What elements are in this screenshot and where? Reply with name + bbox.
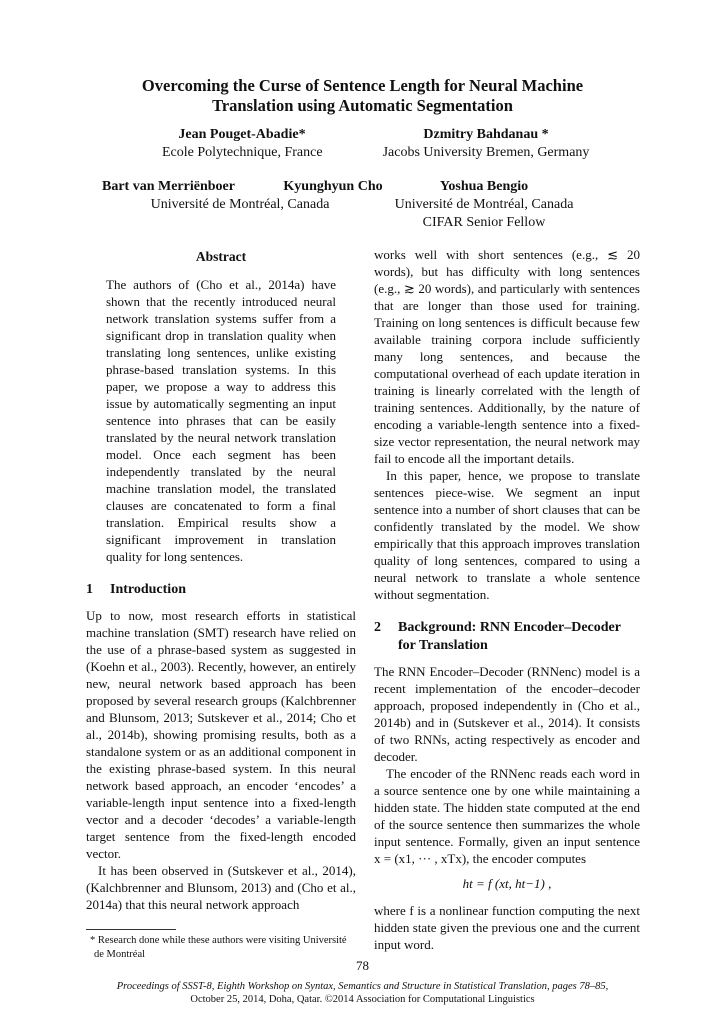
paragraph: The encoder of the RNNenc reads each word in a source sentence one by one while maintaining a hidden state. The hidden state computed at the end of the source sentence then summarizes the whole input sentence. Formally, given an input sentence x = (x1, ··· , xTx), the encoder computes [374,766,640,866]
left-column [86,246,356,962]
abstract-text: The authors of (Cho et al., 2014a) have shown that the recently introduced neural network translation systems suffer from a significant drop in translation quality when translating long sentences, unlike existing phrase-based translation systems. In this paper, we propose a way to address this issue by automatically segmenting an input sentence into phrases that can be easily translated by the neural network translation model. Once each segment has been independently translated by the neural machine translation model, the translated clauses are concatenated to form a final translation. Empirical results show a significant improvement in translation quality for long sentences. [106,277,336,564]
section-title: Introduction [110,582,186,597]
author-block [384,178,584,232]
section-heading [374,619,640,655]
author-name: Kyunghyun Cho [283,179,383,194]
section-heading [86,581,356,599]
footer-line-2: October 25, 2014, Doha, Qatar. ©2014 Association for Computational Linguistics [190,994,535,1005]
paragraph: Up to now, most research efforts in statistical machine translation (SMT) research have relied on the use of a phrase-based system as suggested in (Koehn et al., 2003). Recently, however, an entirely new, neural network based approach has been proposed by several research groups (Kalchbrenner and Blunsom, 2013; Sutskever et al., 2014; Cho et al., 2014b), showing promising results, both as a standalone system or as an additional component in the existing phrase-based system. In this neural network based approach, an encoder ‘encodes’ a variable-length input sentence into a fixed-length vector and a decoder ‘decodes’ a variable-length target sentence from the fixed-length encoded vector. [86,608,356,861]
equation: ht = f (xt, ht−1) , [462,876,552,891]
author-name: Jean Pouget-Abadie* [178,127,306,142]
section-title [398,619,621,655]
abstract-heading: Abstract [195,249,247,264]
paper-title-line-2: Translation using Automatic Segmentation [212,96,513,115]
author-affiliation: Ecole Polytechnique, France [162,145,323,160]
author-affiliation: Université de Montréal, Canada [394,197,574,212]
footer-line-1: Proceedings of SSST-8, Eighth Workshop on Syntax, Semantics and Structure in Statistical Translation, pages 78–85, [116,981,609,992]
author-name: Dzmitry Bahdanau * [423,127,549,142]
paragraph: It has been observed in (Sutskever et al., 2014), (Kalchbrenner and Blunsom, 2013) and (Cho et al., 2014a) that this neural network approach [86,863,356,912]
right-column [374,246,640,953]
paragraph: where f is a nonlinear function computing the next hidden state given the previous one and the current input word. [374,903,640,952]
author-affiliation: Jacobs University Bremen, Germany [382,145,590,160]
footnote-divider [86,929,176,930]
proceedings-footer [60,980,665,1006]
page-number: 78 [356,958,369,973]
section-number: 1 [86,582,93,597]
paragraph: works well with short sentences (e.g., ≲ 20 words), but has difficulty with long sentences (e.g., ≳ 20 words), and particularly with sentences that are longer than those used for training. Training on long sentences is difficult because few available training corpora include sufficiently many long sentences, and because the computational overhead of each update iteration in training is linearly correlated with the length of training sentences. Additionally, by the nature of encoding a variable-length sentence into a fixed-size vector representation, the neural network may fail to encode all the important details. [374,247,640,466]
author-affiliation: Université de Montréal, Canada [150,197,330,212]
author-block [278,178,388,196]
section-title-line-1: Background: RNN Encoder–Decoder [398,620,621,635]
paper-title [60,76,665,116]
footnote: * Research done while these authors were visiting Université de Montréal [90,935,347,960]
paragraph: In this paper, hence, we propose to translate sentences piece-wise. We segment an input sentence into a number of short clauses that can be confidently translated by the model. We show empirically that this approach improves translation quality of long sentences, compared to using a neural network to translate a whole sentence without segmentation. [374,468,640,602]
paragraph: The RNN Encoder–Decoder (RNNenc) model is a recent implementation of the encoder–decoder approach, proposed independently in (Cho et al., 2014b) and in (Sutskever et al., 2014). It consists of two RNNs, acting respectively as encoder and decoder. [374,664,640,764]
section-number: 2 [374,620,381,635]
author-name: Bart van Merriënboer [102,179,235,194]
paper-title-line-1: Overcoming the Curse of Sentence Length for Neural Machine [141,76,584,95]
abstract [106,276,336,565]
author-affiliation-secondary: CIFAR Senior Fellow [422,215,546,230]
author-block [374,126,598,162]
author-block [162,126,322,162]
section-title-line-2: for Translation [398,638,488,653]
author-name: Yoshua Bengio [439,179,529,194]
